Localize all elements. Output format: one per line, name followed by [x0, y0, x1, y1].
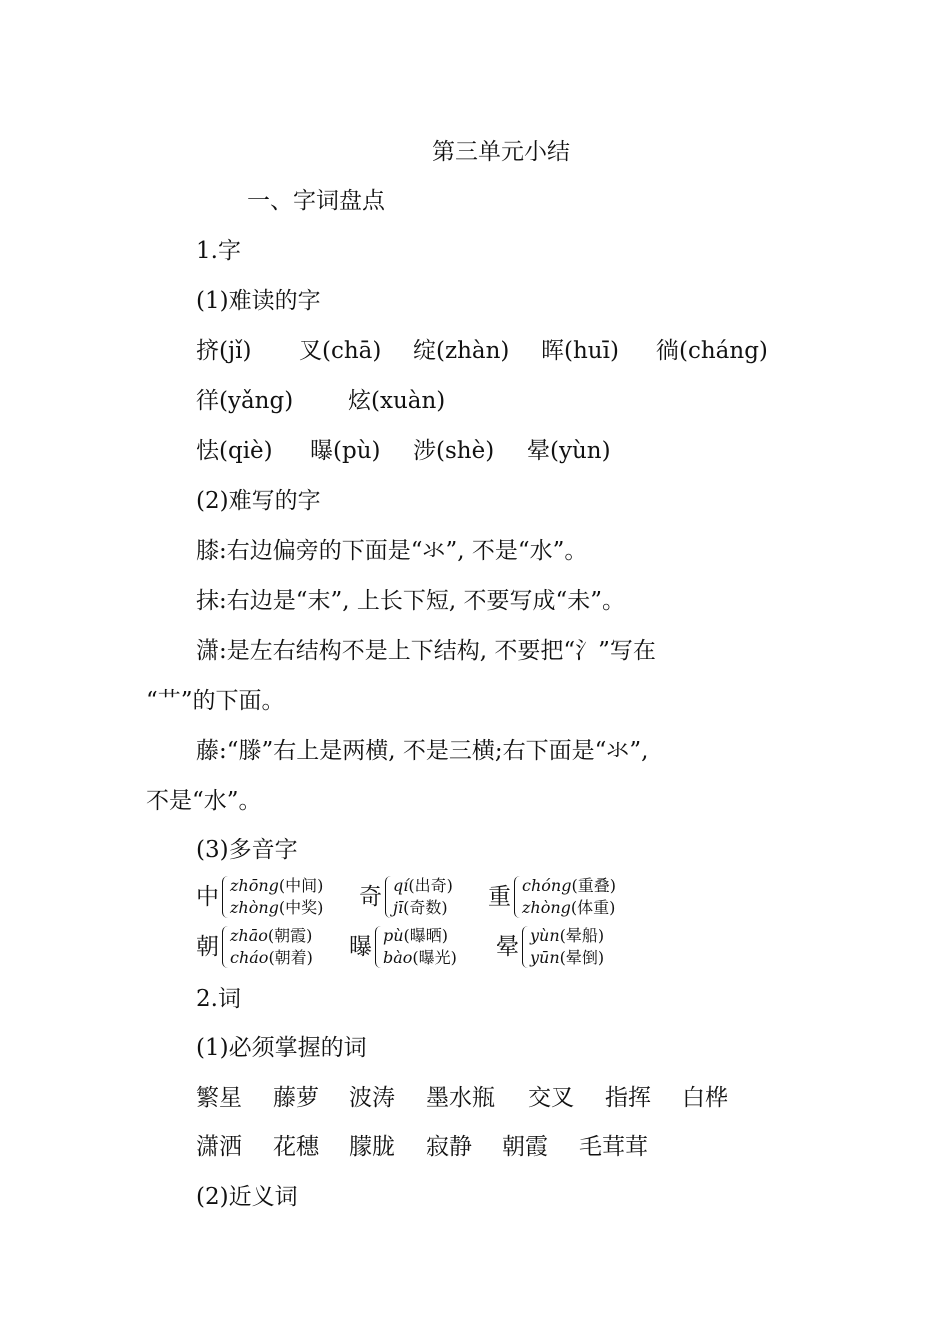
reading: yùn(晕船)	[530, 926, 605, 945]
polyphonic-char: 朝	[196, 934, 219, 960]
word-item: 毛茸茸	[579, 1134, 648, 1160]
polyphonic-item	[196, 872, 323, 922]
hard-read-item: 涉(shè)	[413, 438, 495, 464]
hard-write-line: 抹:右边是“末”, 上长下短, 不要写成“未”。	[196, 588, 626, 614]
subsection-heading: 1.字	[196, 238, 241, 264]
brace-icon	[522, 926, 528, 968]
polyphonic-item	[359, 872, 453, 922]
hard-read-item: 徜(cháng)	[656, 338, 768, 364]
reading: jī(奇数)	[393, 898, 448, 917]
polyphonic-char: 曝	[349, 934, 372, 960]
hard-read-item: 晕(yùn)	[527, 438, 611, 464]
hard-write-line: 潇:是左右结构不是上下结构, 不要把“氵”写在	[196, 638, 656, 664]
polyphonic-item	[488, 872, 616, 922]
reading: pù(曝晒)	[383, 926, 449, 945]
word-item: 藤萝	[273, 1085, 319, 1111]
word-item: 繁星	[196, 1085, 242, 1111]
hard-read-item: 挤(jǐ)	[196, 338, 252, 364]
hard-write-line: 不是“水”。	[146, 788, 262, 814]
reading: zhòng(中奖)	[230, 898, 324, 917]
page-title: 第三单元小结	[432, 139, 570, 165]
reading: zhāo(朝霞)	[230, 926, 313, 945]
word-item: 朝霞	[502, 1134, 548, 1160]
polyphonic-char: 中	[196, 884, 219, 910]
polyphonic-heading: (3)多音字	[196, 837, 298, 863]
word-item: 波涛	[349, 1085, 395, 1111]
word-item: 指挥	[605, 1085, 651, 1111]
reading: chóng(重叠)	[522, 876, 616, 895]
word-item: 交叉	[528, 1085, 574, 1111]
brace-icon	[514, 876, 520, 918]
polyphonic-item	[196, 922, 313, 972]
hard-write-line: 藤:“滕”右上是两横, 不是三横;右下面是“氺”,	[196, 738, 649, 764]
polyphonic-item	[496, 922, 604, 972]
hard-read-heading: (1)难读的字	[196, 288, 321, 314]
hard-read-item: 晖(huī)	[541, 338, 619, 364]
hard-read-item: 叉(chā)	[299, 338, 382, 364]
reading: yūn(晕倒)	[530, 948, 605, 967]
synonyms-heading: (2)近义词	[196, 1184, 298, 1210]
word-item: 朦胧	[349, 1134, 395, 1160]
hard-read-item: 徉(yǎng)	[196, 388, 294, 414]
word-item: 潇洒	[196, 1134, 242, 1160]
word-item: 白桦	[682, 1085, 728, 1111]
hard-write-line: “艹”的下面。	[146, 688, 285, 714]
hard-write-line: 膝:右边偏旁的下面是“氺”, 不是“水”。	[196, 538, 588, 564]
reading: zhòng(体重)	[522, 898, 616, 917]
subsection-heading: 2.词	[196, 986, 241, 1012]
polyphonic-char: 重	[488, 884, 511, 910]
reading: zhōng(中间)	[230, 876, 324, 895]
polyphonic-char: 晕	[496, 934, 519, 960]
hard-read-item: 怯(qiè)	[196, 438, 273, 464]
hard-read-item: 炫(xuàn)	[348, 388, 446, 414]
word-item: 寂静	[426, 1134, 472, 1160]
word-item: 花穗	[273, 1134, 319, 1160]
brace-icon	[375, 926, 381, 968]
hard-read-item: 绽(zhàn)	[413, 338, 510, 364]
word-item: 墨水瓶	[426, 1085, 495, 1111]
section-heading: 一、字词盘点	[247, 188, 385, 214]
brace-icon	[385, 876, 391, 918]
polyphonic-item	[349, 922, 457, 972]
reading: cháo(朝着)	[230, 948, 313, 967]
hard-write-heading: (2)难写的字	[196, 488, 321, 514]
brace-icon	[222, 926, 228, 968]
polyphonic-char: 奇	[359, 884, 382, 910]
brace-icon	[222, 876, 228, 918]
reading: bào(曝光)	[383, 948, 457, 967]
must-words-heading: (1)必须掌握的词	[196, 1035, 367, 1061]
hard-read-item: 曝(pù)	[310, 438, 381, 464]
reading: qí(出奇)	[393, 876, 453, 895]
